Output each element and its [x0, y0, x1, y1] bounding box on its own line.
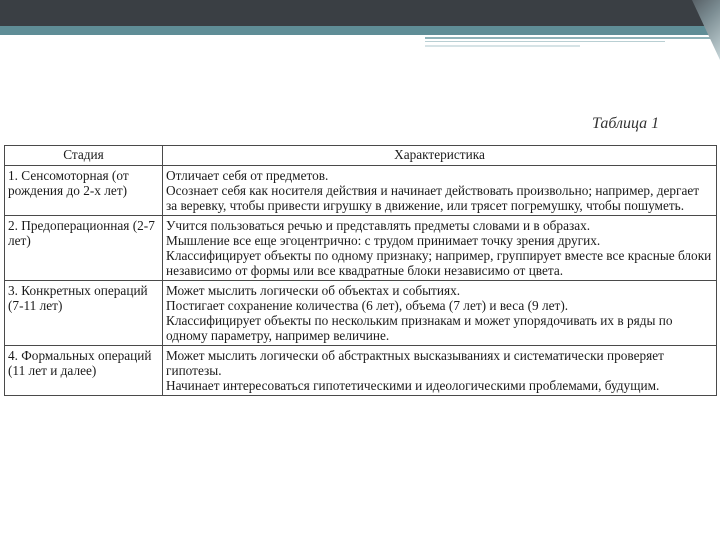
stages-table [4, 145, 717, 396]
table-row [5, 281, 717, 346]
characteristic-line: Осознает себя как носителя действия и начинает действовать произвольно; например, дергает за веревку, чтобы привести игрушку в движение, или трясет погремушку, чтобы пошуметь. [166, 183, 700, 213]
stage-cell: 4. Формальных операций (11 лет и далее) [5, 346, 163, 396]
characteristic-line: Отличает себя от предметов. [166, 168, 329, 183]
header-dark-band [0, 0, 720, 26]
characteristic-cell [163, 166, 717, 216]
table-row [5, 346, 717, 396]
column-header-characteristic: Характеристика [163, 146, 717, 166]
characteristic-line: Классифицирует объекты по нескольким признакам и может упорядочивать их в ряды по одному параметру, например величине. [166, 313, 673, 343]
characteristic-line: Постигает сохранение количества (6 лет), объема (7 лет) и веса (9 лет). [166, 298, 569, 313]
header-teal-band [0, 26, 720, 35]
characteristic-cell [163, 216, 717, 281]
table-row [5, 216, 717, 281]
characteristic-line: Классифицирует объекты по одному признаку; например, группирует вместе все красные блоки независимо от формы или все квадратные блоки независимо от цвета. [166, 248, 712, 278]
table-header-row [5, 146, 717, 166]
decorative-line [425, 37, 720, 39]
stage-cell: 3. Конкретных операций (7-11 лет) [5, 281, 163, 346]
characteristic-line: Мышление все еще эгоцентрично: с трудом принимает точку зрения других. [166, 233, 601, 248]
table-caption: Таблица 1 [592, 115, 660, 132]
characteristic-cell [163, 281, 717, 346]
table-row [5, 166, 717, 216]
stage-cell: 2. Предоперационная (2-7 лет) [5, 216, 163, 281]
decorative-line [425, 41, 665, 42]
decorative-line [425, 45, 580, 47]
characteristic-line: Может мыслить логически об абстрактных высказываниях и систематически проверяет гипотезы. [166, 348, 664, 378]
characteristic-line: Начинает интересоваться гипотетическими и идеологическими проблемами, будущим. [166, 378, 660, 393]
characteristic-cell [163, 346, 717, 396]
characteristic-line: Учится пользоваться речью и представлять предметы словами и в образах. [166, 218, 591, 233]
stage-cell: 1. Сенсомоторная (от рождения до 2-х лет) [5, 166, 163, 216]
characteristic-line: Может мыслить логически об объектах и событиях. [166, 283, 461, 298]
column-header-stage: Стадия [5, 146, 163, 166]
